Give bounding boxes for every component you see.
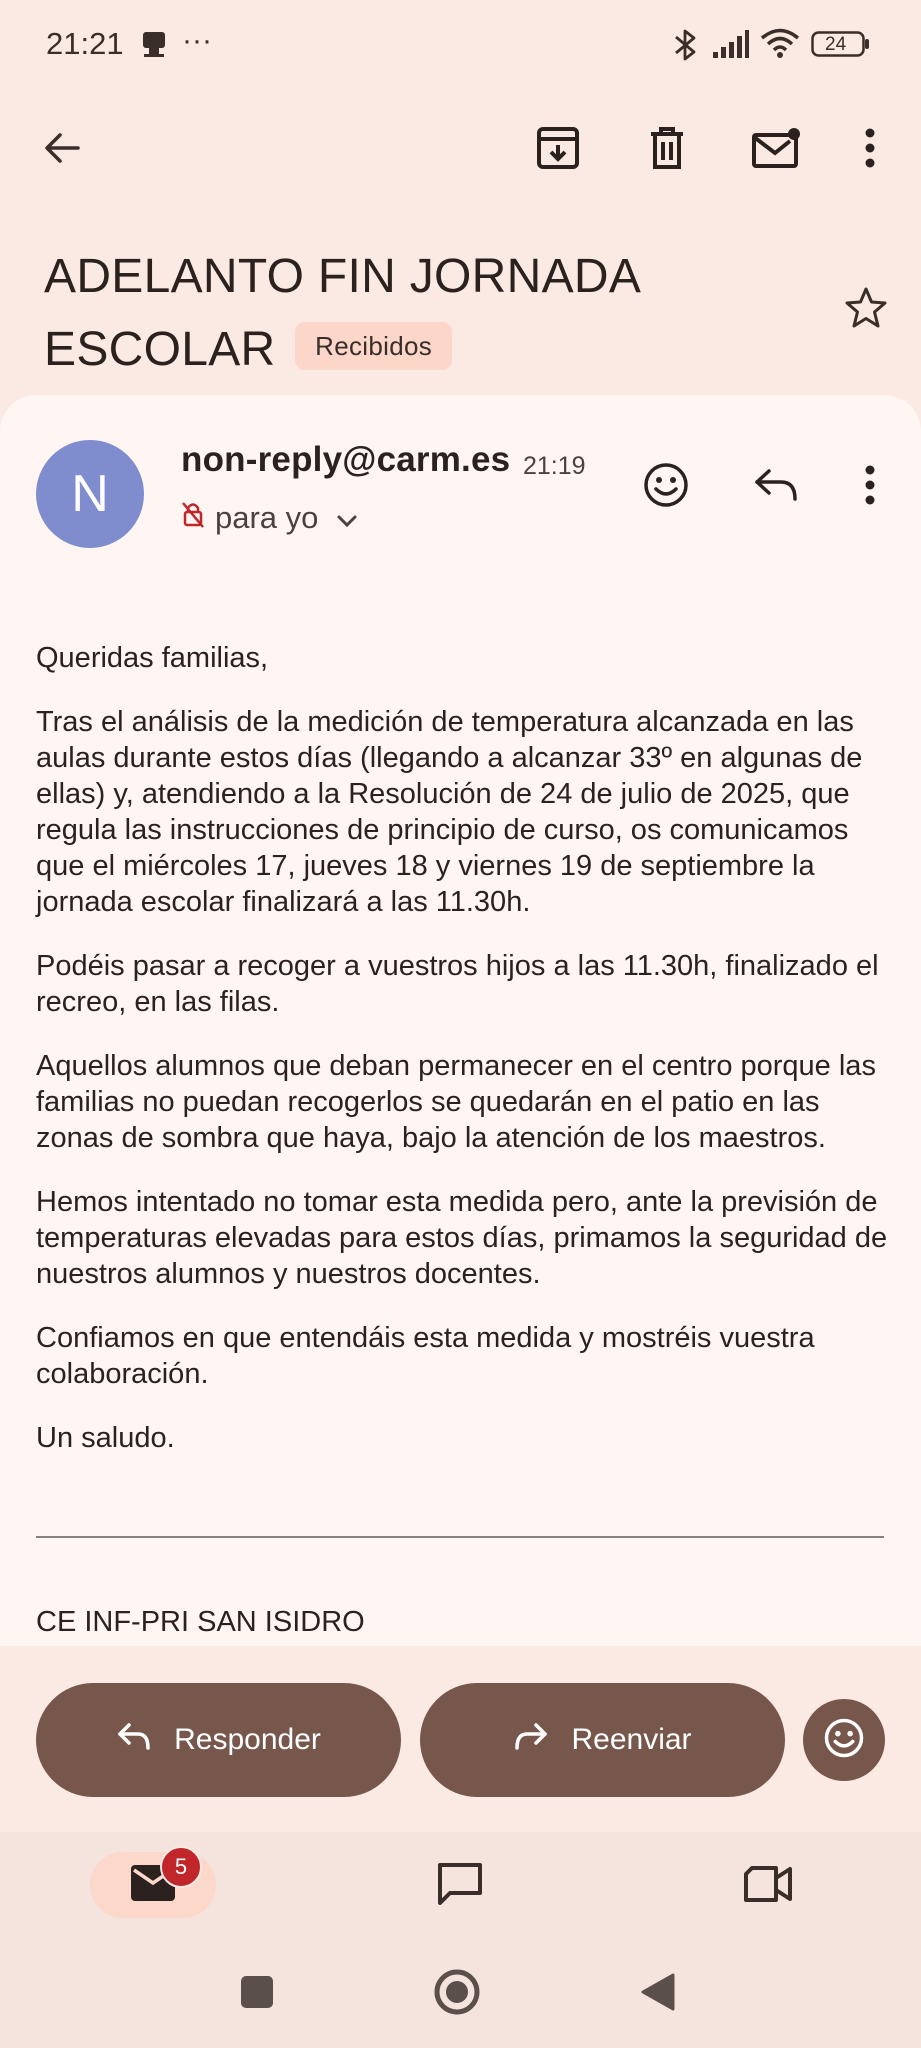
body-paragraph: Aquellos alumnos que deban permanecer en el centro porque las familias no puedan recogerlos se quedarán en el patio en las zonas de sombra que haya, bajo la atención de los maestros. <box>36 1050 876 1154</box>
recipients-text: para yo <box>215 500 319 535</box>
more-options-button[interactable] <box>838 118 902 182</box>
recents-square-icon <box>240 1975 274 2014</box>
status-more-dots: ··· <box>182 24 212 57</box>
body-paragraph: Hemos intentado no tomar esta medida pero, ante la previsión de temperaturas elevadas para estos días, primamos la seguridad de nuestros alumnos y nuestros docentes. <box>36 1186 888 1290</box>
archive-button[interactable] <box>526 118 590 182</box>
system-home-button[interactable] <box>425 1962 489 2026</box>
label-badge[interactable]: Recibidos <box>295 322 452 370</box>
more-vert-icon <box>865 465 875 510</box>
unencrypted-lock-icon <box>181 500 205 536</box>
back-triangle-icon <box>640 1972 676 2017</box>
message-body <box>36 640 896 1484</box>
notification-icon <box>140 30 168 63</box>
archive-icon <box>536 126 580 175</box>
emoji-icon <box>642 461 690 514</box>
subject-text: ADELANTO FIN JORNADA ESCOLAR <box>44 250 639 376</box>
unread-count-badge: 5 <box>160 1846 202 1888</box>
more-vert-icon <box>865 128 875 173</box>
body-paragraph: Podéis pasar a recoger a vuestros hijos a las 11.30h, finalizado el recreo, en las filas. <box>36 950 879 1018</box>
status-time: 21:21 <box>46 26 124 61</box>
bluetooth-icon <box>670 28 702 67</box>
signal-icon <box>712 28 750 65</box>
system-back-button[interactable] <box>626 1962 690 2026</box>
emoji-reaction-button[interactable] <box>803 1699 885 1781</box>
home-circle-icon <box>433 1968 481 2021</box>
signature-divider <box>36 1536 884 1538</box>
message-more-button[interactable] <box>838 455 902 519</box>
mark-unread-icon <box>751 127 801 174</box>
chat-icon <box>436 1861 484 1912</box>
reply-icon <box>116 1721 152 1759</box>
meet-video-icon <box>742 1864 794 1909</box>
reply-icon <box>753 467 799 508</box>
mark-unread-button[interactable] <box>744 118 808 182</box>
signature: CE INF-PRI SAN ISIDRO <box>36 1606 365 1638</box>
react-emoji-button[interactable] <box>634 455 698 519</box>
reply-pill-button[interactable] <box>36 1683 401 1797</box>
reply-button[interactable] <box>744 455 808 519</box>
nav-meet-tab[interactable] <box>736 1854 800 1918</box>
star-icon <box>844 286 888 335</box>
emoji-icon <box>823 1717 865 1764</box>
battery-level: 24 <box>825 34 847 55</box>
back-arrow-icon <box>42 128 82 173</box>
body-paragraph: Un saludo. <box>36 1422 175 1454</box>
delete-icon <box>647 126 687 175</box>
forward-icon <box>513 1721 549 1759</box>
reply-label: Responder <box>174 1723 321 1756</box>
body-paragraph: Confiamos en que entendáis esta medida y mostréis vuestra colaboración. <box>36 1322 815 1390</box>
forward-label: Reenviar <box>571 1723 692 1756</box>
system-recents-button[interactable] <box>225 1962 289 2026</box>
body-paragraph: Queridas familias, <box>36 642 269 674</box>
message-time: 21:19 <box>523 452 586 480</box>
back-button[interactable] <box>30 118 94 182</box>
forward-pill-button[interactable] <box>420 1683 785 1797</box>
star-button[interactable] <box>834 278 898 342</box>
nav-chat-tab[interactable] <box>428 1854 492 1918</box>
wifi-icon <box>760 26 800 65</box>
delete-button[interactable] <box>635 118 699 182</box>
avatar[interactable]: N <box>36 440 144 548</box>
email-subject <box>44 240 824 386</box>
sender-email[interactable]: non-reply@carm.es <box>181 440 511 479</box>
recipients-toggle[interactable] <box>181 500 358 536</box>
body-paragraph: Tras el análisis de la medición de temperatura alcanzada en las aulas durante estos días (llegando a alcanzar 33º en algunas de ellas) y, atendiendo a la Resolución de 24 de julio de 2025, que regula las instrucciones de principio de curso, os comunicamos que el miércoles 17, jueves 18 y viernes 19 de septiembre la jornada escolar finalizará a las 11.30h. <box>36 706 863 918</box>
chevron-down-icon <box>336 500 358 536</box>
